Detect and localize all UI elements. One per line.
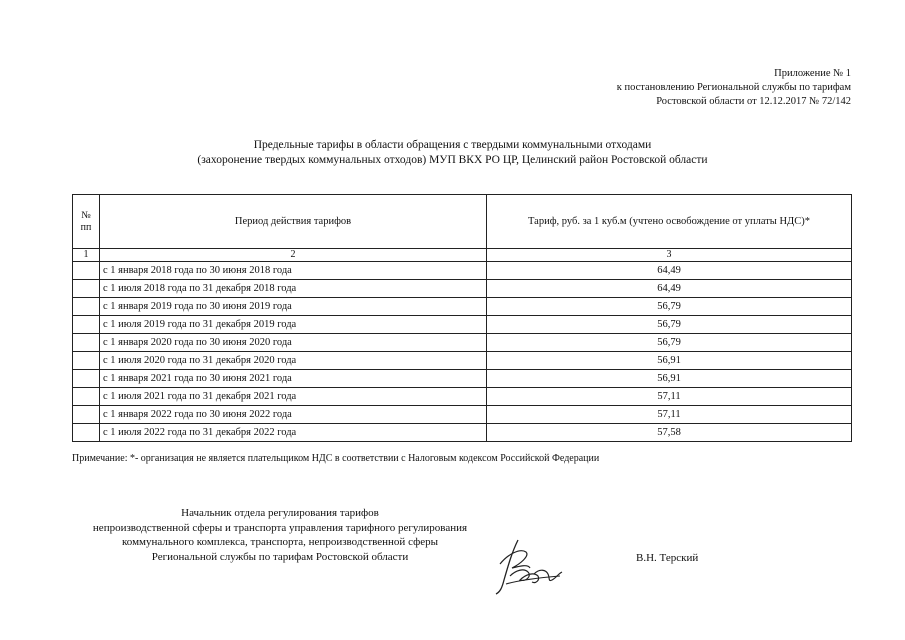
table-index-row	[73, 249, 852, 262]
table-header-row	[73, 195, 852, 249]
header-number-abbr: пп	[80, 221, 92, 233]
row-period-cell: с 1 июля 2020 года по 31 декабря 2020 года	[100, 352, 487, 370]
row-tariff-cell: 56,91	[487, 352, 852, 370]
title-line-1: Предельные тарифы в области обращения с твердыми коммунальными отходами	[253, 139, 652, 151]
row-tariff-cell: 57,11	[487, 406, 852, 424]
position-line-4: Региональной службы по тарифам Ростовской области	[151, 550, 409, 563]
index-cell: 2	[100, 249, 487, 262]
table-row	[73, 406, 852, 424]
row-tariff-cell: 57,11	[487, 388, 852, 406]
row-tariff-cell: 57,58	[487, 424, 852, 442]
index-cell: 1	[73, 249, 100, 262]
row-tariff-cell: 56,79	[487, 334, 852, 352]
row-period-cell: с 1 января 2019 года по 30 июня 2019 года	[100, 298, 487, 316]
row-period-cell: с 1 января 2018 года по 30 июня 2018 года	[100, 262, 487, 280]
row-tariff-cell: 56,91	[487, 370, 852, 388]
index-cell: 3	[487, 249, 852, 262]
table-row	[73, 352, 852, 370]
appendix-number: Приложение № 1	[774, 68, 851, 79]
table-row	[73, 334, 852, 352]
row-tariff-cell: 64,49	[487, 262, 852, 280]
row-period-cell: с 1 июля 2022 года по 31 декабря 2022 года	[100, 424, 487, 442]
header-number-sign: №	[81, 209, 91, 221]
row-number-cell	[73, 298, 100, 316]
position-line-2: непроизводственной сферы и транспорта управления тарифного регулирования	[92, 521, 468, 534]
row-tariff-cell: 56,79	[487, 316, 852, 334]
document-title	[0, 138, 905, 168]
appendix-resolution-date: Ростовской области от 12.12.2017 № 72/142	[656, 96, 851, 107]
row-period-cell: с 1 июля 2021 года по 31 декабря 2021 года	[100, 388, 487, 406]
header-tariff: Тариф, руб. за 1 куб.м (учтено освобождение от уплаты НДС)*	[487, 195, 852, 249]
header-number	[73, 195, 100, 249]
position-line-3: коммунального комплекса, транспорта, непроизводственной сферы	[122, 536, 438, 548]
row-number-cell	[73, 388, 100, 406]
row-period-cell: с 1 января 2021 года по 30 июня 2021 года	[100, 370, 487, 388]
footnote: Примечание: *- организация не является плательщиком НДС в соответствии с Налоговым кодексом Российской Федерации	[72, 453, 600, 464]
table-row	[73, 262, 852, 280]
row-period-cell: с 1 января 2020 года по 30 июня 2020 года	[100, 334, 487, 352]
header-period: Период действия тарифов	[100, 195, 487, 249]
table-row	[73, 316, 852, 334]
signatory-position	[60, 506, 500, 564]
table-row	[73, 424, 852, 442]
row-period-cell: с 1 июля 2019 года по 31 декабря 2019 года	[100, 316, 487, 334]
row-number-cell	[73, 262, 100, 280]
position-line-1: Начальник отдела регулирования тарифов	[181, 507, 379, 519]
table-row	[73, 370, 852, 388]
row-number-cell	[73, 334, 100, 352]
signatory-name: В.Н. Терский	[636, 552, 699, 564]
row-number-cell	[73, 370, 100, 388]
row-tariff-cell: 56,79	[487, 298, 852, 316]
table-row	[73, 388, 852, 406]
appendix-resolution-line: к постановлению Региональной службы по тарифам	[616, 82, 851, 93]
title-line-2: (захоронение твердых коммунальных отходов) МУП ВКХ РО ЦР, Целинский район Ростовской области	[197, 154, 708, 166]
row-number-cell	[73, 280, 100, 298]
row-number-cell	[73, 406, 100, 424]
row-period-cell: с 1 января 2022 года по 30 июня 2022 года	[100, 406, 487, 424]
row-number-cell	[73, 352, 100, 370]
row-number-cell	[73, 316, 100, 334]
row-tariff-cell: 64,49	[487, 280, 852, 298]
table-row	[73, 298, 852, 316]
row-number-cell	[73, 424, 100, 442]
tariff-table	[72, 194, 852, 442]
table-body	[73, 262, 852, 442]
table-row	[73, 280, 852, 298]
handwritten-signature	[490, 534, 565, 598]
appendix-reference	[617, 67, 851, 109]
row-period-cell: с 1 июля 2018 года по 31 декабря 2018 года	[100, 280, 487, 298]
